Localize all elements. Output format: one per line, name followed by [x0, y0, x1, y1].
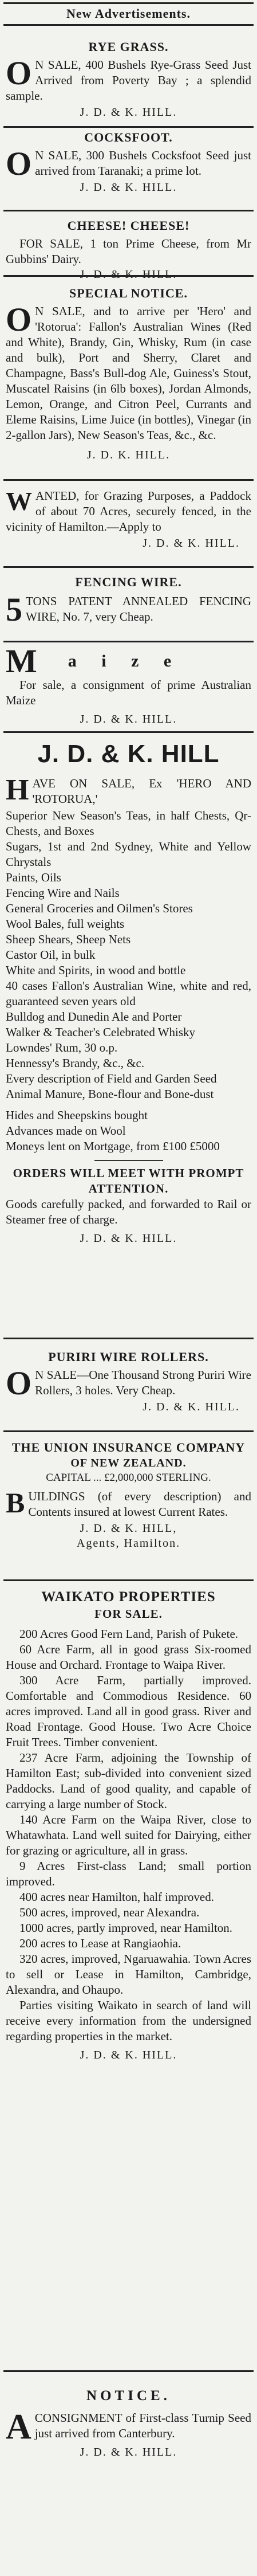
agents: Agents, Hamilton.: [76, 1537, 181, 1550]
list-item: 320 acres, improved, Ngaruawahia. Town Acres to sell or Lease in Hamilton, Cambridge, Alexandra, and Ohaupo.: [6, 1952, 251, 1997]
ad-notice: [6, 2387, 251, 2571]
ad-cheese: [6, 218, 251, 281]
ad-signature: J. D. & K. HILL.: [80, 106, 177, 119]
ad-text: CONSIGNMENT of First-class Turnip Seed just arrived from Canterbury.: [34, 2411, 251, 2440]
rule: [3, 2370, 254, 2372]
rule: [3, 1579, 254, 1581]
rule: [3, 479, 254, 481]
list-item: General Groceries and Oilmen's Stores: [6, 901, 193, 915]
list-item: Sugars, 1st and 2nd Sydney, White and Yellow Chrystals: [6, 840, 251, 869]
divider: [94, 1160, 163, 1161]
ad-puriri: [6, 1349, 251, 1426]
ad-body: [6, 145, 251, 182]
list-item: 400 acres near Hamilton, half improved.: [19, 1890, 214, 1904]
ad-body: [6, 1365, 251, 1402]
ad-cocksfoot: [6, 130, 251, 207]
ad-signature: J. D. & K. HILL,: [80, 1522, 177, 1535]
list-item: Every description of Field and Garden Seed: [6, 1072, 217, 1085]
list-item: 1000 acres, partly improved, near Hamilton.: [19, 1921, 233, 1935]
ad-wanted: [6, 488, 251, 563]
list-item: 300 Acre Farm, partially improved. Comfortable and Commodious Residence. 60 acres improved. Land all in good grass. River and Road Frontage. Good House. Two Acre Choice Fruit Trees. Timber convenient.: [6, 1673, 251, 1749]
ad-body: [6, 591, 251, 628]
ad-text: N SALE, and to arrive per 'Hero' and 'Rotorua': Fallon's Australian Wines (Red and White), Brandy, Gin, Whisky, Rum (in case and bulk), Port and Sherry, Claret and Champagne, Bass's Bull-dog Ale, Guiness's Stout, Muscatel Raisins (in 6lb boxes), Jordan Almonds, Lemon, Orange, and Citron Peel, Currants and Eleme Raisins, Lime Juice (in bottles), Vinegar (in 2-gallon Jars), New Season's Teas, &c., &c.: [6, 304, 251, 442]
ad-maize: [6, 642, 251, 727]
list-item: 60 Acre Farm, all in good grass Six-roomed House and Orchard. Frontage to Waipa River.: [6, 1642, 251, 1672]
drop-cap: H: [6, 774, 29, 806]
ad-signature: J. D. & K. HILL.: [80, 181, 177, 194]
list-item: Bulldog and Dunedin Ale and Porter: [6, 1010, 182, 1024]
list-item: Advances made on Wool: [6, 1124, 126, 1138]
list-item: 500 acres, improved, near Alexandra.: [19, 1905, 200, 1919]
ad-title: a i z e: [68, 652, 182, 671]
drop-cap: B: [6, 1487, 25, 1519]
ad-text: N SALE, 400 Bushels Rye-Grass Seed Just Arrived from Poverty Bay ; a splendid sample.: [6, 58, 251, 103]
ad-text: N SALE, 300 Bushels Cocksfoot Seed just arrived from Taranaki; a prime lot.: [35, 148, 251, 178]
list-item: Moneys lent on Mortgage, from £100 £5000: [6, 1139, 220, 1153]
list-item: Parties visiting Waikato in search of land will receive every information from the undersigned regarding properties in the market.: [6, 1998, 251, 2043]
ad-signature: J. D. K. HILL.: [86, 449, 171, 461]
list-item: 200 Acres Good Fern Land, Parish of Pukete.: [19, 1627, 239, 1641]
drop-cap: O: [6, 301, 32, 338]
ad-body: [6, 1489, 251, 1520]
list-item: 237 Acre Farm, adjoining the Township of Hamilton East; sub-divided into convenient sized Paddocks. Land of good quality, and capable of carrying a large number of Stock.: [6, 1751, 251, 1811]
ad-body: [6, 488, 251, 535]
ad-body: [6, 2408, 251, 2446]
ad-title: WAIKATO PROPERTIES: [41, 1589, 216, 1605]
ad-signature: J. D. & K. HILL.: [80, 1232, 177, 1245]
rule: [3, 126, 254, 128]
ad-signature: J. D. & K. HILL.: [143, 1401, 240, 1413]
list-item: Animal Manure, Bone-flour and Bone-dust: [6, 1087, 214, 1101]
page-heading: New Advertisements.: [66, 6, 191, 21]
rule: [3, 275, 254, 277]
maize-heading: [6, 642, 251, 680]
ad-subtitle: FOR SALE.: [94, 1607, 163, 1621]
list-item: Walker & Teacher's Celebrated Whisky: [6, 1025, 196, 1039]
ad-waikato: [6, 1589, 251, 2363]
ad-signature: J. D. & K. HILL.: [143, 537, 240, 550]
list-item: Paints, Oils: [6, 871, 61, 884]
ad-text: UILDINGS (of every description) and Contents insured at lowest Current Rates.: [28, 1489, 251, 1519]
ad-title: COCKSFOOT.: [84, 130, 173, 144]
ad-text: TONS PATENT ANNEALED FENCING WIRE, No. 7, very Cheap.: [26, 594, 251, 624]
ad-signature: J. D. & K. HILL.: [80, 268, 177, 281]
list-item: 200 acres to Lease at Rangiaohia.: [19, 1936, 181, 1950]
list-item: Lowndes' Rum, 30 o.p.: [6, 1041, 118, 1054]
drop-cap: O: [6, 145, 32, 182]
list-item: Castor Oil, in bulk: [6, 948, 96, 962]
drop-cap: M: [6, 642, 37, 680]
ad-signature: J. D. & K. HILL.: [80, 2049, 177, 2061]
ad-text: AVE ON SALE, Ex 'HERO AND 'ROTORUA,': [32, 777, 251, 806]
list-item: Sheep Shears, Sheep Nets: [6, 932, 131, 946]
ad-text: ANTED, for Grazing Purposes, a Paddock of about 70 Acres, securely fenced, in the vicinity of Hamilton.—Apply to: [6, 489, 251, 534]
ad-title: NOTICE.: [86, 2388, 171, 2404]
list-item: Superior New Season's Teas, in half Chests, Qr-Chests, and Boxes: [6, 809, 251, 838]
ad-body: FOR SALE, 1 ton Prime Cheese, from Mr Gubbins' Dairy.: [6, 237, 251, 266]
orders-title: ORDERS WILL MEET WITH PROMPT ATTENTION.: [13, 1166, 244, 1195]
rule: [3, 24, 254, 26]
rule: [3, 1430, 254, 1432]
rule: [3, 731, 254, 733]
rule: [3, 2, 254, 4]
ad-insurance: [6, 1440, 251, 1576]
ad-body: [6, 301, 251, 443]
ad-title: THE UNION INSURANCE COMPANY: [11, 1440, 246, 1454]
ad-subtitle: OF NEW ZEALAND.: [70, 1457, 187, 1469]
rule: [3, 1338, 254, 1339]
ad-signature: J. D. & K. HILL.: [80, 2446, 177, 2459]
ad-title: J. D. & K. HILL: [37, 740, 220, 768]
drop-cap: O: [6, 1365, 32, 1402]
list-item: Hennessy's Brandy, &c., &c.: [6, 1056, 145, 1070]
list-item: Fencing Wire and Nails: [6, 886, 120, 900]
drop-cap: A: [6, 2408, 31, 2446]
ad-intro: [6, 776, 251, 807]
ad-body: [6, 54, 251, 104]
list-item: 9 Acres First-class Land; small portion improved.: [6, 1859, 251, 1888]
ad-title: PURIRI WIRE ROLLERS.: [48, 1350, 209, 1364]
drop-cap: 5: [6, 591, 22, 628]
capital: CAPITAL ... £2,000,000 STERLING.: [46, 1472, 211, 1484]
orders-body: Goods carefully packed, and forwarded to Rail or Steamer free of charge.: [6, 1197, 251, 1226]
property-list: [6, 1626, 251, 2044]
ad-title: CHEESE! CHEESE!: [67, 218, 190, 233]
list-item: White and Spirits, in wood and bottle: [6, 963, 186, 977]
ad-fencing-wire: [6, 574, 251, 637]
list-item: 40 cases Fallon's Australian Wine, white and red, guaranteed seven years old: [6, 979, 251, 1008]
list-item: Hides and Sheepskins bought: [6, 1108, 148, 1122]
rule: [3, 566, 254, 568]
list-item: Wool Bales, full weights: [6, 917, 125, 931]
rule: [3, 210, 254, 211]
ad-signature: J. D. & K. HILL.: [80, 713, 177, 726]
drop-cap: O: [6, 54, 32, 92]
ad-hill-main: [6, 738, 251, 1333]
ad-rye-grass: [6, 39, 251, 124]
list-item: 140 Acre Farm on the Waipa River, close to Whatawhata. Land well suited for Dairying, either for grazing or agriculture, all in grass.: [6, 1813, 251, 1857]
ad-special-notice: [6, 285, 251, 475]
ad-body: For sale, a consignment of prime Australian Maize: [6, 678, 251, 707]
ad-title: FENCING WIRE.: [75, 575, 182, 589]
ad-text: N SALE—One Thousand Strong Puriri Wire Rollers, 3 holes. Very Cheap.: [35, 1368, 251, 1397]
item-list: [6, 808, 251, 1154]
ad-title: RYE GRASS.: [88, 40, 169, 54]
ad-title: SPECIAL NOTICE.: [69, 286, 188, 300]
drop-cap: W: [6, 487, 32, 516]
rule: [3, 641, 254, 642]
